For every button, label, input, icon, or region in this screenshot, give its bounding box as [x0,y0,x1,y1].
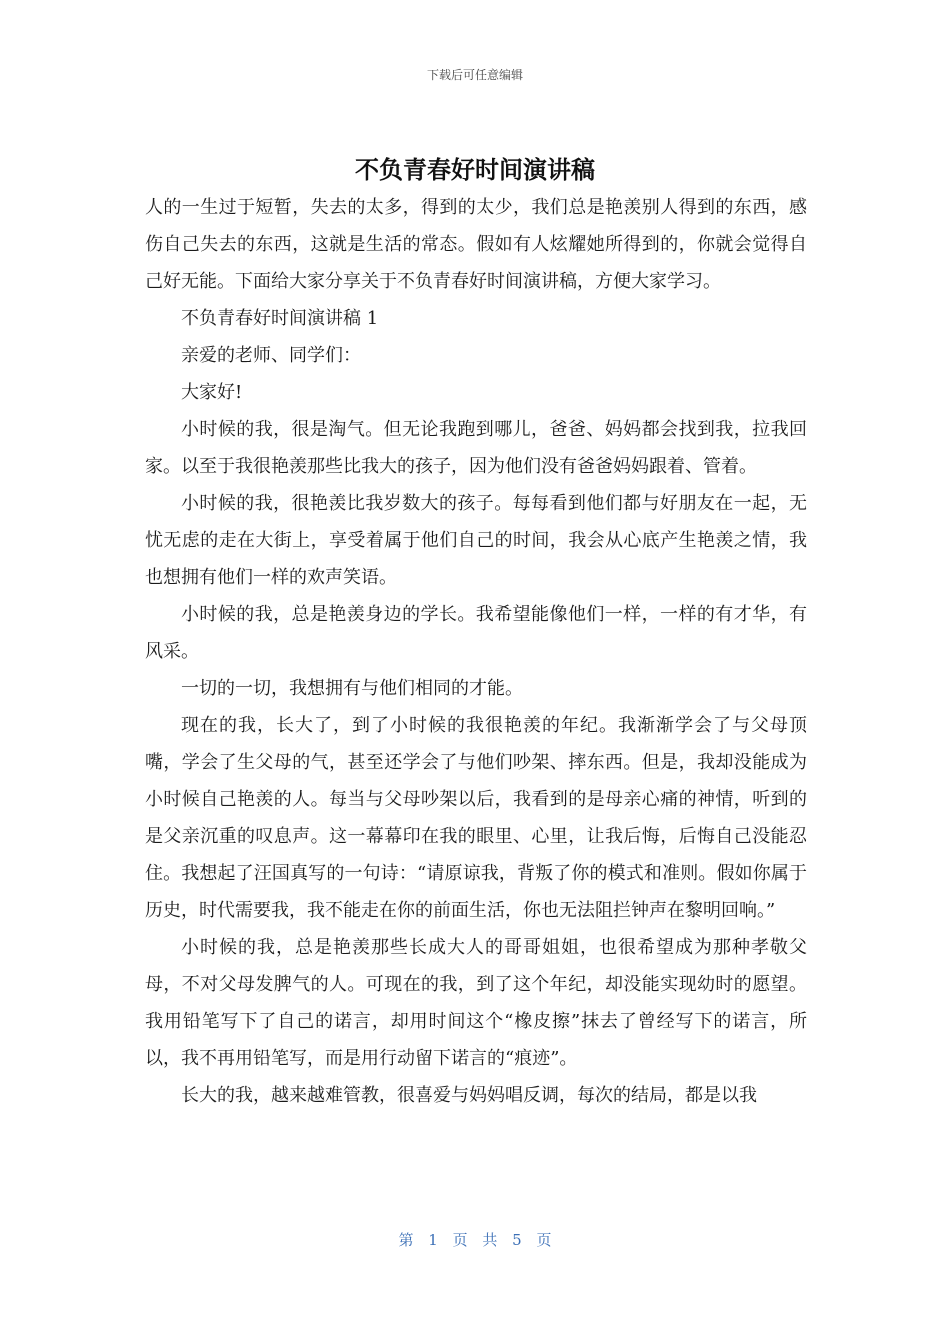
paragraph-body: 小时候的我，很艳羡比我岁数大的孩子。每每看到他们都与好朋友在一起，无忧无虑的走在大街上，享受着属于他们自己的时间，我会从心底产生艳羡之情，我也想拥有他们一样的欢声笑语。 [145,493,807,588]
document-body [145,189,807,1114]
paragraph-body: 小时候的我，总是艳羡身边的学长。我希望能像他们一样，一样的有才华，有风采。 [145,604,807,662]
paragraph-body: 小时候的我，很是淘气。但无论我跑到哪儿，爸爸、妈妈都会找到我，拉我回家。以至于我很艳羡那些比我大的孩子，因为他们没有爸爸妈妈跟着、管着。 [145,419,807,477]
paragraph-body: 小时候的我，总是艳羡那些长成大人的哥哥姐姐，也很希望成为那种孝敬父母，不对父母发脾气的人。可现在的我，到了这个年纪，却没能实现幼时的愿望。我用铅笔写下了自己的诺言，却用时间这个“橡皮擦”抹去了曾经写下的诺言，所以，我不再用铅笔写，而是用行动留下诺言的“痕迹”。 [145,937,807,1069]
paragraph-greeting: 大家好! [181,382,243,403]
paragraph-body: 现在的我，长大了，到了小时候的我很艳羡的年纪。我渐渐学会了与父母顶嘴，学会了生父母的气，甚至还学会了与他们吵架、摔东西。但是，我却没能成为小时候自己艳羡的人。每当与父母吵架以后，我看到的是母亲心痛的神情，听到的是父亲沉重的叹息声。这一幕幕印在我的眼里、心里，让我后悔，后悔自己没能忍住。我想起了汪国真写的一句诗：“请原谅我，背叛了你的模式和准则。假如你属于历史，时代需要我，我不能走在你的前面生活，你也无法阻拦钟声在黎明回响。” [145,715,807,921]
paragraph-body: 一切的一切，我想拥有与他们相同的才能。 [181,678,523,699]
watermark-text: 下载后可任意编辑 [426,68,523,82]
paragraph-intro: 人的一生过于短暂，失去的太多，得到的太少，我们总是艳羡别人得到的东西，感伤自己失去的东西，这就是生活的常态。假如有人炫耀她所得到的，你就会觉得自己好无能。下面给大家分享关于不负青春好时间演讲稿，方便大家学习。 [145,197,807,292]
page-number: 第 1 页 共 5 页 [398,1231,552,1249]
paragraph-salutation: 亲爱的老师、同学们： [181,345,361,366]
document-title: 不负青春好时间演讲稿 [355,156,595,184]
paragraph-subtitle: 不负青春好时间演讲稿 1 [181,308,379,329]
paragraph-body: 长大的我，越来越难管教，很喜爱与妈妈唱反调，每次的结局，都是以我 [181,1085,757,1106]
